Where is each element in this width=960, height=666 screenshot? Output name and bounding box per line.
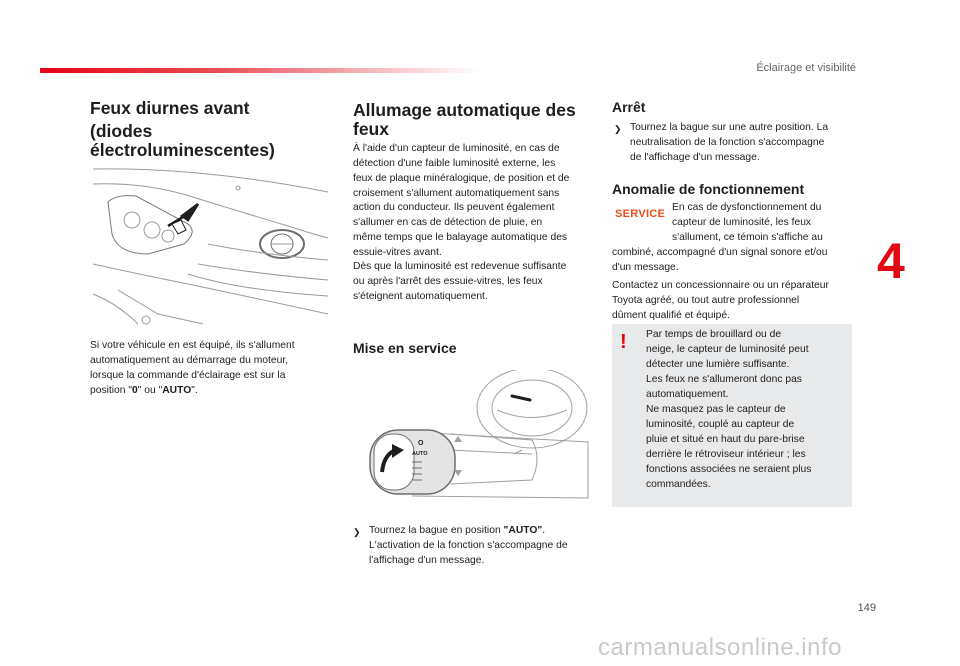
bullet-text: Tournez la bague sur une autre position. La neutralisation de la fonction s'accompagne de l'affichage d'un message. — [630, 122, 829, 163]
col2-body-line: détection d'une faible luminosité externe, les — [353, 158, 556, 169]
col2-body-line: s'allumer en cas de détection de pluie, en — [353, 217, 543, 228]
anomalie-body-line: d'un message. — [612, 262, 679, 273]
page-number: 149 — [857, 602, 876, 614]
warning-line: commandées. — [646, 479, 711, 490]
service-warning-icon: SERVICE — [615, 208, 666, 220]
col2-body-line: même temps que le balayage automatique des — [353, 232, 568, 243]
light-switch-illustration — [352, 370, 592, 500]
col1-body-line4: position "0" ou "AUTO". — [90, 385, 198, 396]
col2-body-line: Dès que la luminosité est redevenue suffisante — [353, 261, 567, 272]
anomalie-body-line: combiné, accompagné d'un signal sonore et/ou — [612, 247, 828, 258]
col2-body-line: À l'aide d'un capteur de luminosité, en cas de — [353, 143, 560, 154]
anomalie-body-line: s'allument, ce témoin s'affiche au — [672, 232, 823, 243]
chapter-number: 4 — [877, 233, 905, 289]
mise-en-service-bullet — [353, 524, 593, 568]
col2-body-line: ou après l'arrêt des essuie-vitres, les feux — [353, 276, 543, 287]
car-front-illustration — [88, 164, 332, 332]
warning-line: Par temps de brouillard ou de — [646, 329, 782, 340]
col2-body-line: essuie-vitres avant. — [353, 247, 442, 258]
col2-body-line: feux de plaque minéralogique, de position et de — [353, 173, 570, 184]
col1-body-line3: lorsque la commande d'éclairage est sur la — [90, 370, 286, 381]
bullet-arrow-icon: ❯ — [353, 527, 361, 537]
warning-line: détecter une lumière suffisante. — [646, 359, 790, 370]
arret-title: Arrêt — [612, 99, 646, 115]
watermark: carmanualsonline.info — [598, 634, 842, 661]
contact-body-line: dûment qualifié et équipé. — [612, 310, 730, 321]
warning-exclamation-icon: ! — [620, 331, 627, 353]
warning-line: luminosité, couplé au capteur de — [646, 419, 795, 430]
col2-title-line1: Allumage automatique des — [353, 100, 576, 120]
warning-line: fonctions associées ne seraient plus — [646, 464, 812, 475]
warning-line: derrière le rétroviseur intérieur ; les — [646, 449, 806, 460]
switch-label-auto: AUTO — [412, 451, 428, 457]
anomalie-title: Anomalie de fonctionnement — [612, 181, 805, 197]
arret-bullet — [614, 121, 854, 165]
bullet-text: Tournez la bague en position "AUTO". L'activation de la fonction s'accompagne de l'affichage d'un message. — [369, 525, 568, 566]
col1-body-line2: automatiquement au démarrage du moteur, — [90, 355, 289, 366]
mise-en-service-title: Mise en service — [353, 340, 457, 356]
col1-title-line3: électroluminescentes) — [90, 140, 275, 160]
col1-title-line2: (diodes — [90, 121, 153, 141]
header-accent-bar — [40, 68, 480, 73]
warning-line: neige, le capteur de luminosité peut — [646, 344, 809, 355]
anomalie-body-line: En cas de dysfonctionnement du — [672, 202, 822, 213]
warning-line: pluie et situé en haut du pare-brise — [646, 434, 805, 445]
warning-line: automatiquement. — [646, 389, 729, 400]
switch-label-o: O — [418, 440, 424, 447]
warning-line: Les feux ne s'allumeront donc pas — [646, 374, 802, 385]
col2-body-line: s'éteignent automatiquement. — [353, 291, 488, 302]
warning-line: Ne masquez pas le capteur de — [646, 404, 786, 415]
anomalie-body-line: capteur de luminosité, les feux — [672, 217, 812, 228]
contact-body-line: Contactez un concessionnaire ou un réparateur — [612, 280, 829, 291]
section-title: Éclairage et visibilité — [756, 62, 856, 74]
bullet-arrow-icon: ❯ — [614, 124, 622, 134]
col2-body-line: action du conducteur. Ils peuvent également — [353, 202, 555, 213]
contact-body-line: Toyota agréé, ou tout autre professionnel — [612, 295, 800, 306]
col2-title-line2: feux — [353, 119, 389, 139]
col1-title-line1: Feux diurnes avant — [90, 98, 250, 118]
col2-body-line: croisement s'allument automatiquement sans — [353, 188, 560, 199]
col1-body-line1: Si votre véhicule en est équipé, ils s'allument — [90, 340, 295, 351]
